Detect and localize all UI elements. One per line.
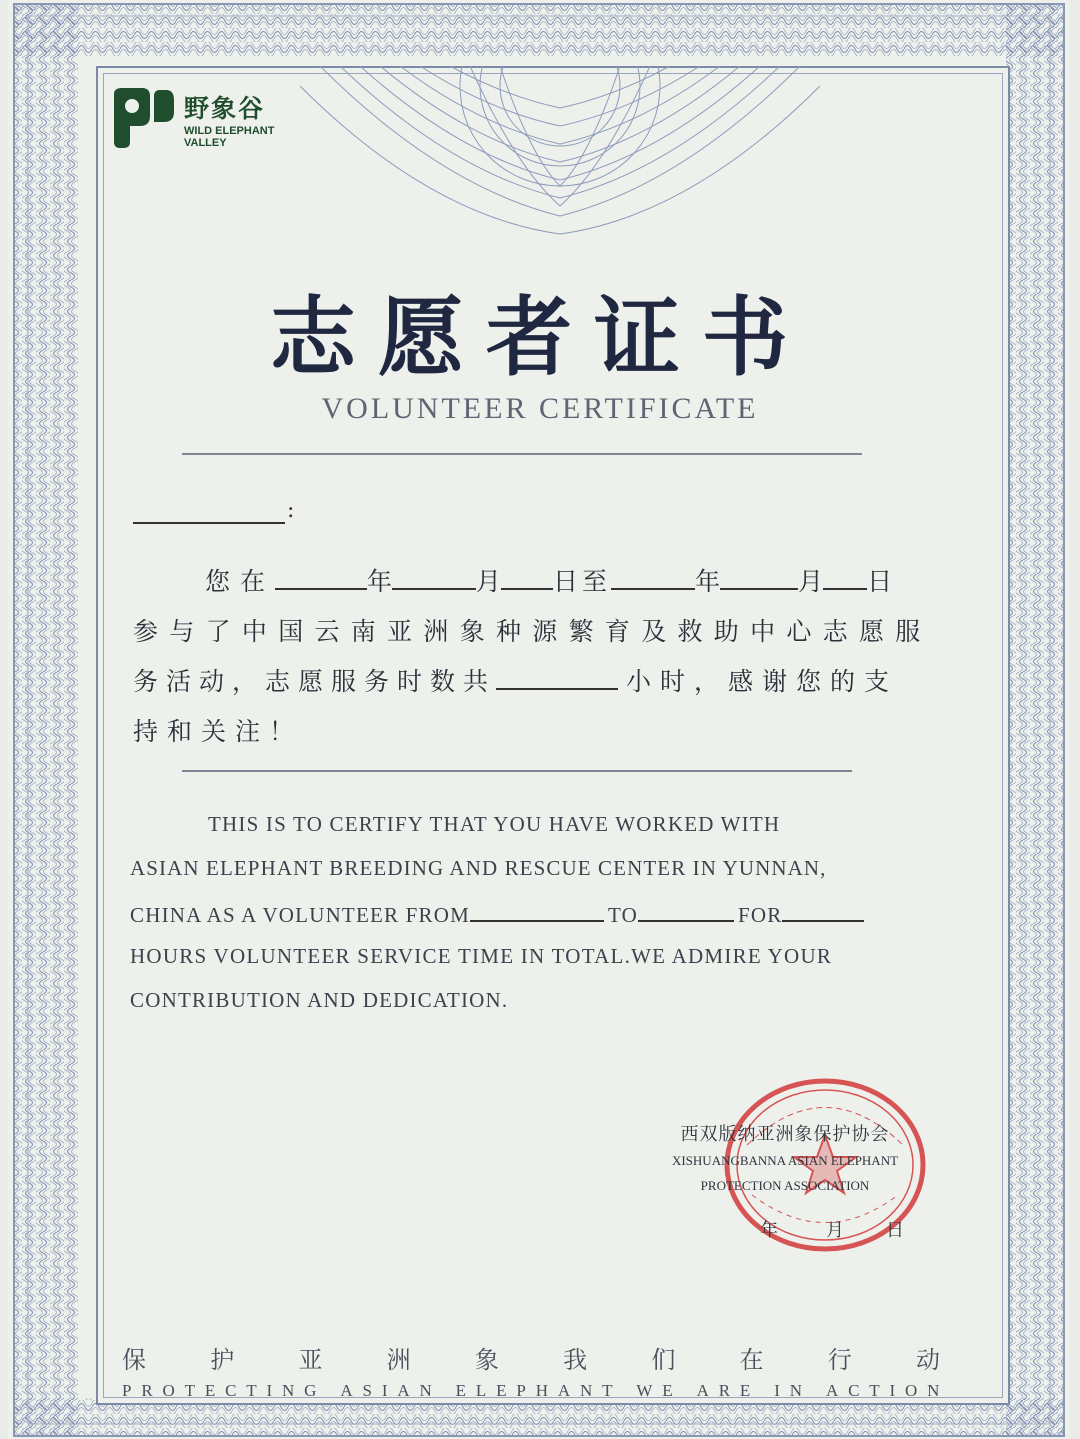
motto-en-letter: C [848, 1381, 860, 1400]
motto-en-letter: A [696, 1381, 709, 1400]
body-en-china-from: CHINA AS A VOLUNTEER FROM [130, 903, 470, 927]
body-en-line5: CONTRIBUTION AND DEDICATION. [130, 988, 509, 1012]
start-year-blank [275, 564, 367, 590]
motto-en-letter: O [162, 1381, 175, 1400]
recipient-colon: : [287, 498, 295, 523]
body-en-line4: HOURS VOLUNTEER SERVICE TIME IN TOTAL.WE ADMIRE YOUR [130, 944, 833, 968]
motto-en-letter: I [266, 1381, 273, 1400]
motto-en-letter [622, 1381, 626, 1401]
elephant-logo-icon [108, 86, 178, 152]
motto-en-letter [760, 1381, 764, 1401]
motto-en-letter: T [184, 1381, 196, 1400]
motto-en [122, 1381, 940, 1401]
body-cn-line4: 持和关注！ [133, 717, 304, 746]
body-cn-year1: 年 [367, 567, 393, 596]
motto-en-letter: I [774, 1381, 780, 1400]
motto-cn-char: 洲 [386, 1346, 411, 1374]
motto-en-letter: E [455, 1381, 467, 1400]
motto-cn-char: 象 [474, 1346, 499, 1374]
issue-month-label: 月 [826, 1220, 844, 1241]
title-cn: 志愿者证书 [270, 288, 810, 388]
motto-en-letter [442, 1381, 446, 1401]
motto-en-letter: C [225, 1381, 237, 1400]
body-en-line3 [130, 900, 864, 928]
body-cn-line3 [133, 662, 898, 698]
motto-en-letter: O [905, 1381, 918, 1400]
motto-cn [122, 1340, 940, 1375]
motto-en-letter: P [516, 1381, 526, 1400]
motto-en-letter [326, 1381, 330, 1401]
title-en: VOLUNTEER CERTIFICATE [321, 392, 759, 425]
body-cn-line3-start: 务活动，志愿服务时数共 [133, 667, 497, 696]
to-date-blank [638, 900, 734, 922]
motto-en-letter: R [141, 1381, 153, 1400]
issuer-name-en-line1: XISHUANGBANNA ASIAN ELEPHANT [671, 1153, 899, 1168]
hours-blank-cn [496, 664, 618, 690]
body-cn-year2: 年 [695, 567, 721, 596]
recipient-name-blank [133, 522, 285, 524]
motto-en-letter: E [496, 1381, 507, 1400]
title-divider [182, 453, 862, 455]
motto-en-letter: W [636, 1381, 653, 1400]
motto-cn-char: 行 [827, 1346, 852, 1374]
hours-blank-en [782, 900, 864, 922]
body-cn-line2: 参与了中国云南亚洲象种源繁育及救助中心志愿服 [133, 617, 932, 646]
motto-cn-char: 护 [210, 1346, 235, 1374]
start-month-blank [392, 564, 476, 590]
motto-en-letter: T [869, 1381, 880, 1400]
from-date-blank [470, 900, 604, 922]
start-day-blank [501, 564, 553, 590]
motto-en-letter: N [419, 1381, 432, 1400]
body-cn-month2: 月 [798, 567, 824, 596]
body-cn-day2: 日 [867, 567, 893, 596]
motto-en-letter: E [739, 1381, 751, 1400]
body-en-to: TO [608, 903, 639, 927]
motto-en-letter: I [889, 1381, 896, 1400]
body-cn-line3-end: 小时，感谢您的支 [626, 667, 899, 696]
issue-year-label: 年 [760, 1220, 778, 1241]
motto-en-letter: N [282, 1381, 295, 1400]
issuer-name-cn: 西双版纳亚洲象保护协会 [680, 1124, 890, 1145]
logo-name-en-line1: WILD ELEPHANT [184, 125, 275, 137]
motto-en-letter: A [340, 1381, 353, 1400]
issuer-name-en-line2: PROTECTION ASSOCIATION [700, 1178, 870, 1193]
motto-en-letter [812, 1381, 816, 1401]
motto-cn-char: 亚 [298, 1346, 323, 1374]
motto-en-letter: R [718, 1381, 731, 1400]
motto-en-letter: A [397, 1381, 410, 1400]
motto-cn-char: 保 [122, 1346, 146, 1374]
motto-cn-char: 在 [739, 1346, 764, 1374]
logo [108, 86, 274, 152]
motto-en-letter: N [789, 1381, 803, 1400]
motto-en-letter: S [362, 1381, 372, 1400]
motto-cn-char: 动 [915, 1346, 940, 1374]
motto-en-letter: I [381, 1381, 388, 1400]
end-year-blank [611, 564, 695, 590]
end-month-blank [720, 564, 798, 590]
issue-day-label: 日 [886, 1220, 904, 1241]
motto-en-letter: H [535, 1381, 548, 1400]
body-divider [182, 770, 852, 772]
rosette-ornament [300, 66, 820, 246]
motto-en-letter: E [662, 1381, 673, 1400]
end-day-blank [823, 564, 867, 590]
body-cn-you-at: 您在 [205, 567, 276, 596]
body-en-line2: ASIAN ELEPHANT BREEDING AND RESCUE CENTER IN YUNNAN, [130, 856, 827, 880]
motto-en-letter [683, 1381, 687, 1401]
motto-en-letter: N [579, 1381, 593, 1400]
body-en-for: FOR [738, 903, 783, 927]
motto-en-letter: T [602, 1381, 613, 1400]
motto-en-letter: N [927, 1381, 940, 1400]
motto-en-letter: P [122, 1381, 132, 1400]
motto-en-letter: A [557, 1381, 571, 1400]
motto-en-letter: A [825, 1381, 839, 1400]
body-en-line1: THIS IS TO CERTIFY THAT YOU HAVE WORKED WITH [208, 812, 781, 836]
logo-name-cn: 野象谷 [184, 94, 266, 123]
motto-en-letter: G [304, 1381, 317, 1400]
motto-cn-char: 我 [563, 1346, 588, 1374]
motto-en-letter: E [204, 1381, 216, 1400]
motto-en-letter: L [475, 1381, 487, 1400]
body-cn-day-to: 日至 [553, 567, 612, 596]
logo-name-en-line2: VALLEY [184, 137, 227, 149]
body-cn-line1 [205, 562, 892, 598]
motto-en-letter: T [246, 1381, 257, 1400]
body-cn-month1: 月 [476, 567, 502, 596]
motto-cn-char: 们 [651, 1346, 676, 1374]
